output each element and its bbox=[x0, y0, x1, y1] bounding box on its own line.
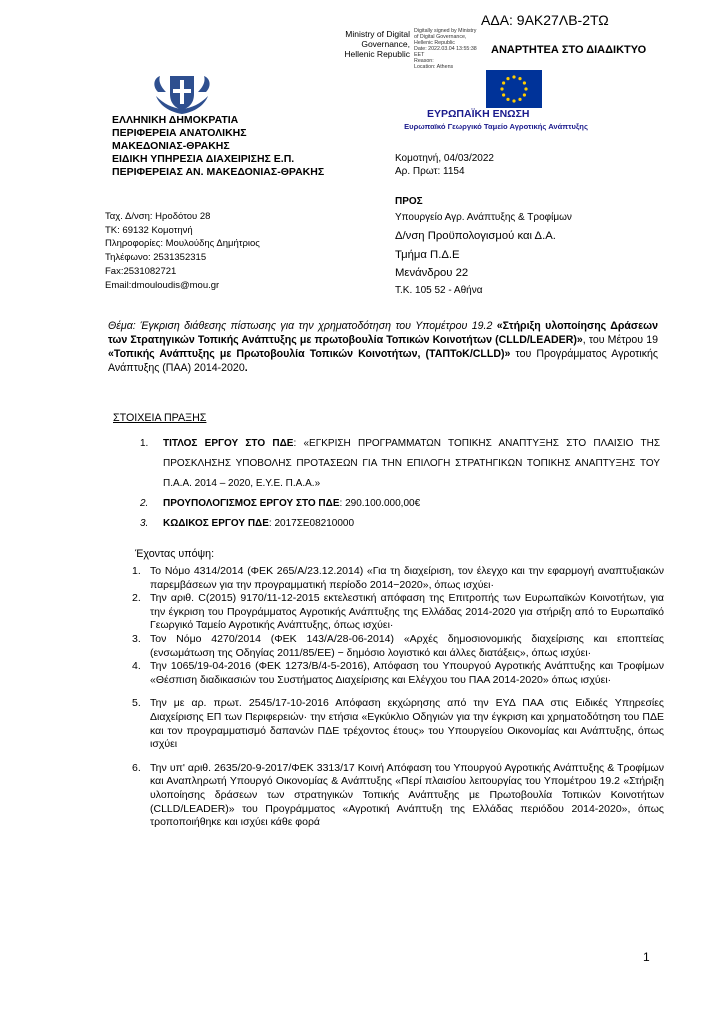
contact-line: Fax:2531082721 bbox=[105, 265, 177, 277]
eu-star-icon bbox=[502, 93, 505, 96]
list-item bbox=[132, 565, 664, 592]
recipient-line: Υπουργείο Αγρ. Ανάπτυξης & Τροφίμων bbox=[395, 212, 572, 223]
sender-line: ΕΛΛΗΝΙΚΗ ΔΗΜΟΚΡΑΤΙΑ bbox=[112, 114, 239, 126]
subject-end: . bbox=[244, 362, 248, 374]
eu-star-icon bbox=[518, 98, 521, 101]
recipient-line: Τ.Κ. 105 52 - Αθήνα bbox=[395, 285, 483, 296]
considering-list bbox=[132, 565, 664, 830]
page-number: 1 bbox=[643, 950, 650, 964]
eu-fund-name: Ευρωπαϊκό Γεωργικό Ταμείο Αγροτικής Ανάπτυξης bbox=[404, 122, 588, 131]
sender-line: ΠΕΡΙΦΕΡΕΙΑ ΑΝΑΤΟΛΙΚΗΣ bbox=[112, 127, 247, 139]
subject-bold: «Τοπικής Ανάπτυξης με Πρωτοβουλία Τοπικών Κοινοτήτων, (ΤΑΠΤοΚ/CLLD)» bbox=[108, 348, 511, 360]
subject-label: Θέμα: bbox=[108, 320, 136, 332]
item-text: Την υπ' αριθ. 2635/20-9-2017/ΦΕΚ 3313/17 Κοινή Απόφαση του Υπουργού Αγροτικής Ανάπτυξης & Τροφίμων και Αναπληρωτή Υπουργό Οικονομίας & Ανάπτυξης «Περί πλαισίου λειτουργίας του Υπομέτρου 19.2 «Στήριξη υλοποίησης δράσεων των στρατηγικών Τοπικής Ανάπτυξης με Πρωτοβουλία Τοπικών Κοινοτήτων (CLLD/LEADER)» του Προγράμματος «Αγροτική Ανάπτυξη της Ελλάδας περιόδου 2014-2020», όπως τροποποιήθηκε και ισχύει κάθε φορά bbox=[150, 761, 664, 829]
signature-line: Date: 2022.03.04 13:55:38 bbox=[414, 46, 477, 52]
item-label: ΚΩΔΙΚΟΣ ΕΡΓΟΥ ΠΔΕ bbox=[163, 518, 269, 529]
place-date: Κομοτηνή, 04/03/2022 bbox=[395, 153, 494, 164]
item-number: 1. bbox=[132, 565, 141, 577]
item-value: : 2017ΣΕ08210000 bbox=[268, 518, 355, 529]
item-body bbox=[163, 494, 420, 514]
protocol-number: Αρ. Πρωτ: 1154 bbox=[395, 166, 465, 177]
date-block bbox=[395, 152, 494, 178]
signer-line: Governance, bbox=[361, 39, 410, 49]
signature-line: Digitally signed by Ministry bbox=[414, 28, 477, 34]
contact-block bbox=[105, 210, 260, 292]
ada-code: ΑΔΑ: 9ΑΚ27ΛΒ-2ΤΩ bbox=[481, 12, 609, 28]
item-number: 3. bbox=[132, 632, 141, 645]
signature-line: Location: Athens bbox=[414, 64, 454, 70]
posted-online-label: ΑΝΑΡΤΗΤΕΑ ΣΤΟ ΔΙΑΔΙΚΤΥΟ bbox=[491, 44, 647, 56]
eu-star-icon bbox=[506, 98, 509, 101]
eu-flag-icon bbox=[486, 70, 542, 108]
item-number: 4. bbox=[132, 660, 141, 673]
eu-star-icon bbox=[512, 99, 515, 102]
eu-star-icon bbox=[506, 77, 509, 80]
sender-block bbox=[112, 114, 324, 179]
list-item bbox=[132, 633, 664, 660]
list-item bbox=[132, 660, 664, 687]
contact-line: Τηλέφωνο: 2531352315 bbox=[105, 252, 207, 264]
project-items bbox=[140, 434, 660, 534]
subject-text: Έγκριση διάθεσης πίστωσης για την χρηματοδότηση του Υπομέτρου 19.2 bbox=[135, 320, 497, 332]
subject-bold: «Στήριξη υλοποίησης Δράσεων των Στρατηγικών Τοπικής Ανάπτυξης με πρωτοβουλία Τοπικών Κοινοτήτων (CLLD/LEADER)» bbox=[108, 320, 659, 346]
eu-star-icon bbox=[500, 87, 503, 90]
recipient-title: ΠΡΟΣ bbox=[395, 196, 423, 207]
sender-line: ΠΕΡΙΦΕΡΕΙΑΣ ΑΝ. ΜΑΚΕΔΟΝΙΑΣ-ΘΡΑΚΗΣ bbox=[112, 166, 325, 178]
item-number: 6. bbox=[132, 761, 141, 774]
item-value: : «ΕΓΚΡΙΣΗ ΠΡΟΓΡΑΜΜΑΤΩΝ ΤΟΠΙΚΗΣ ΑΝΑΠΤΥΞΗΣ ΣΤΟ ΠΛΑΙΣΙΟ ΤΗΣ ΠΡΟΣΚΛΗΣΗΣ ΥΠΟΒΟΛΗΣ ΠΡΟΤΑΣΕΩΝ ΓΙΑ ΤΗΝ ΕΠΙΛΟΓΗ ΣΤΡΑΤΗΓΙΚΩΝ ΤΟΠΙΚΗΣ ΑΝΑΠΤΥΞΗΣ ΤΟΥ Π.Α.Α. 2014 – 2020, Ε.Υ.Ε. Π.Α.Α.» bbox=[163, 438, 660, 489]
signer-line: Ministry of Digital bbox=[345, 29, 410, 39]
eu-star-icon bbox=[518, 77, 521, 80]
list-item bbox=[132, 592, 664, 633]
signer-line: Hellenic Republic bbox=[344, 49, 410, 59]
considering-intro: Έχοντας υπόψη: bbox=[135, 548, 215, 560]
item-label: ΤΙΤΛΟΣ ΕΡΓΟΥ ΣΤΟ ΠΔΕ bbox=[163, 438, 294, 449]
subject-text: , του Μέτρου 19 bbox=[582, 334, 658, 346]
eu-star-icon bbox=[524, 87, 527, 90]
item-text: Την με αρ. πρωτ. 2545/17-10-2016 Απόφαση εκχώρησης από την ΕΥΔ ΠΑΑ στις Ειδικές Υπηρεσίες Διαχείρισης ΕΠ των Περιφερειών· την ετήσια «Εγκύκλιο Οδηγιών για την έγκριση και χρηματοδότηση του ΠΔΕ και τον προγραμματισμό δαπανών ΠΔΕ τρέχοντος έτους» του Υπουργείου Οικονομίας και Ανάπτυξης, όπως ισχύει bbox=[150, 697, 664, 751]
digital-signer bbox=[336, 29, 410, 59]
item-body bbox=[163, 434, 660, 494]
list-item bbox=[140, 434, 660, 494]
eu-star-icon bbox=[502, 81, 505, 84]
list-item bbox=[132, 697, 664, 751]
eu-star-icon bbox=[523, 81, 526, 84]
list-item bbox=[140, 494, 660, 514]
contact-line: Ταχ. Δ/νση: Ηροδότου 28 bbox=[105, 211, 211, 222]
item-number: 1. bbox=[140, 438, 149, 449]
item-number: 2. bbox=[132, 592, 141, 605]
list-item bbox=[140, 514, 660, 534]
recipient-line: Δ/νση Προϋπολογισμού και Δ.Α. bbox=[395, 230, 556, 242]
contact-line: Email:dmouloudis@mou.gr bbox=[105, 279, 220, 291]
item-text: Το Νόμο 4314/2014 (ΦΕΚ 265/Α/23.12.2014) «Για τη διαχείριση, τον έλεγχο και την εφαρμογή αναπτυξιακών παρεμβάσεων για την προγραμματική περίοδο 2014−2020», όπως ισχύει· bbox=[150, 565, 664, 591]
item-number: 2. bbox=[140, 498, 149, 509]
eu-star-icon bbox=[523, 93, 526, 96]
signature-line: Hellenic Republic bbox=[414, 40, 455, 46]
item-text: Την αριθ. C(2015) 9170/11-12-2015 εκτελεστική απόφαση της Επιτροπής των Ευρωπαϊκών Κοινοτήτων, για την έγκριση του Προγράμματος Αγροτικής Ανάπτυξης της Ελλάδας 2014-2020 για στήριξη από το Ευρωπαϊκό Γεωργικό Ταμείο Αγροτικής Ανάπτυξης, όπως ισχύει· bbox=[150, 592, 664, 632]
signature-line: Reason: bbox=[414, 58, 434, 64]
item-number: 5. bbox=[132, 697, 141, 710]
subject-text: του Προγράμματος Αγροτικής Ανάπτυξης (ΠΑΑ) 2014-2020 bbox=[108, 348, 658, 374]
item-number: 3. bbox=[140, 518, 149, 529]
greek-emblem-icon bbox=[150, 72, 214, 116]
item-text: Την 1065/19-04-2016 (ΦΕΚ 1273/Β/4-5-2016), Απόφαση του Υπουργού Αγροτικής Ανάπτυξης και Τροφίμων «Θέσπιση διαδικασιών του Συστήματος Διαχείρισης και Ελέγχου του ΠΑΑ 2014-2020» όπως ισχύει· bbox=[150, 660, 664, 686]
eu-star-icon bbox=[512, 75, 515, 78]
signature-details bbox=[414, 28, 494, 70]
subject-paragraph bbox=[108, 319, 658, 375]
project-heading: ΣΤΟΙΧΕΙΑ ΠΡΑΞΗΣ bbox=[113, 412, 207, 424]
sender-line: ΕΙΔΙΚΗ ΥΠΗΡΕΣΙΑ ΔΙΑΧΕΙΡΙΣΗΣ Ε.Π. bbox=[112, 153, 295, 165]
eu-title: ΕΥΡΩΠΑΪΚΗ ΕΝΩΣΗ bbox=[427, 108, 530, 120]
signature-line: EET bbox=[414, 52, 425, 58]
item-body bbox=[163, 514, 354, 534]
recipient-line: Τμήμα Π.Δ.Ε bbox=[395, 249, 460, 261]
signature-line: of Digital Governance, bbox=[414, 34, 467, 40]
list-item bbox=[132, 762, 664, 830]
recipient-line: Μενάνδρου 22 bbox=[395, 267, 469, 279]
contact-line: ΤΚ: 69132 Κομοτηνή bbox=[105, 224, 193, 236]
item-text: Τον Νόμο 4270/2014 (ΦΕΚ 143/Α/28-06-2014) «Αρχές δημοσιονομικής διαχείρισης και εποπτείας (ενσωμάτωση της Οδηγίας 2011/85/ΕΕ) − δημόσιο λογιστικό και άλλες διατάξεις», όπως ισχύει· bbox=[150, 632, 664, 659]
item-value: : 290.100.000,00€ bbox=[339, 498, 421, 509]
contact-line: Πληροφορίες: Μουλούδης Δημήτριος bbox=[105, 238, 260, 250]
sender-line: ΜΑΚΕΔΟΝΙΑΣ-ΘΡΑΚΗΣ bbox=[112, 140, 230, 152]
item-label: ΠΡΟΥΠΟΛΟΓΙΣΜΟΣ ΕΡΓΟΥ ΣΤΟ ΠΔΕ bbox=[163, 498, 340, 509]
